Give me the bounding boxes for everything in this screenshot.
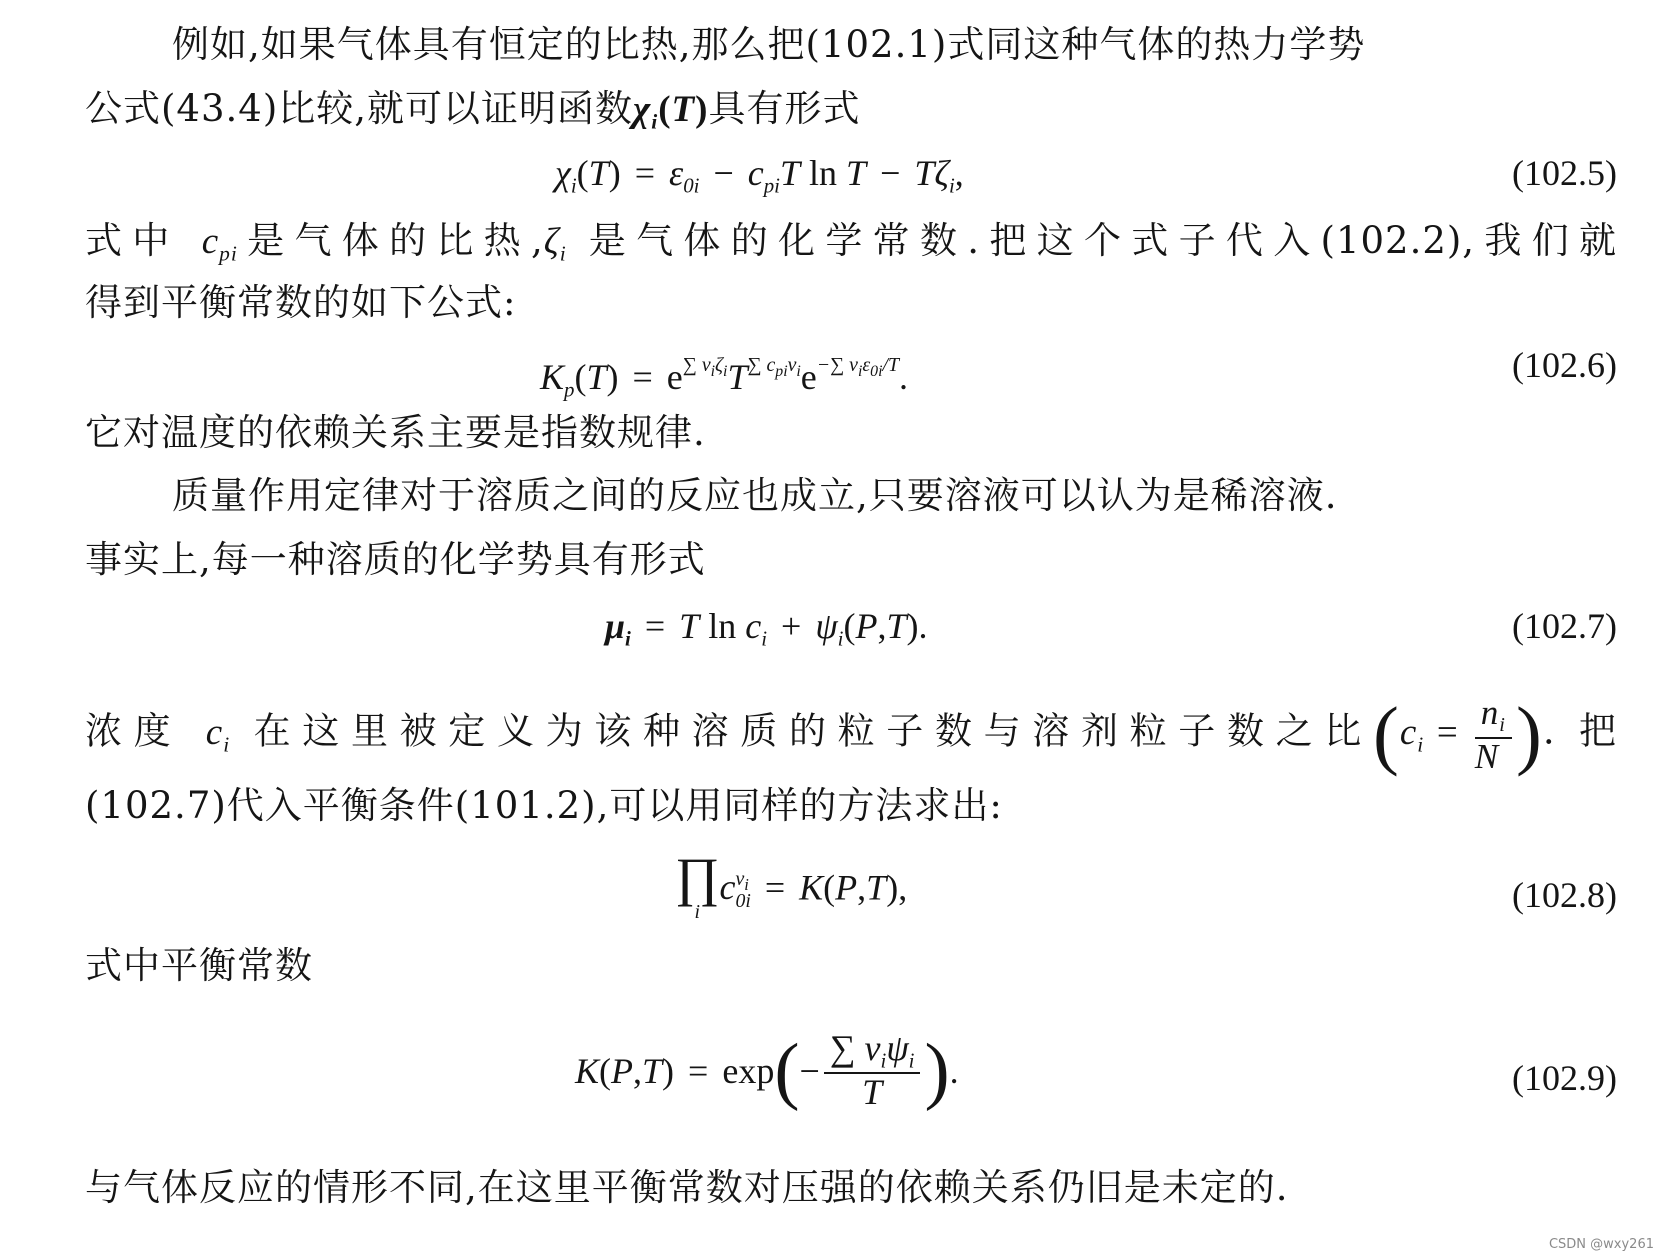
inline-zeta-i: $\zeta_i$ xyxy=(543,221,567,266)
inline-c-pi: $c_{pi}$ xyxy=(201,221,238,266)
paragraph-2-line-1 xyxy=(85,218,1617,277)
paragraph-2-line-1-text-b: 是气体的比热, xyxy=(237,219,544,262)
paragraph-4-line-1: 质量作用定律对于溶质之间的反应也成立,只要溶液可以认为是稀溶液. xyxy=(172,474,1338,517)
paragraph-1-line-2-text-b: 具有形式 xyxy=(708,87,861,130)
watermark: CSDN @wxy261 xyxy=(1548,1237,1654,1252)
paragraph-1-line-2 xyxy=(85,86,860,145)
paragraph-5-line-1-text-a: 浓度 xyxy=(85,709,183,753)
equation-102-7: $\mu_i = T$ $\ln c_i + \psi_i(P,T)$. xyxy=(605,606,928,651)
paragraph-2-line-1-text-c: 是气体的化学常数.把这个式子代入(102.2),我们就 xyxy=(588,219,1617,262)
paragraph-2-line-1-text-a: 式中 xyxy=(85,219,180,262)
equation-number-102-9: (102.9) xyxy=(1512,1058,1617,1098)
equation-102-9: K(P,T) = exp(− $\frac{\sum \nu_i\psi_i}{T}$ ). xyxy=(575,1028,959,1113)
equation-number-102-8: (102.8) xyxy=(1512,875,1617,915)
equation-number-102-7: (102.7) xyxy=(1512,606,1617,646)
paragraph-4-line-2: 事实上,每一种溶质的化学势具有形式 xyxy=(85,538,706,581)
equation-102-8: ∏ i c $\nu_i$ 0i = K(P,T), xyxy=(675,847,908,924)
equation-number-102-5: (102.5) xyxy=(1512,153,1617,193)
equation-102-5: $\chi_i(T) = \varepsilon_{0i} - c_{pi}T$ $\ln T - T\zeta_i$, xyxy=(555,153,964,198)
inline-fraction-ci-ni-over-N: ($c_i$ = $\frac{n_i}{N}$ ) xyxy=(1372,691,1543,778)
equation-102-6: $K_p(T) = e^{\sum \nu_i\zeta_i}T^{\sum c_{pi}\nu_i}e^{-\sum \nu_i\varepsilon_{0i}/T}$. xyxy=(540,354,908,402)
paragraph-1-line-2-text-a: 公式(43.4)比较,就可以证明函数 xyxy=(85,87,634,130)
paragraph-5-line-1-text-c: 把 xyxy=(1579,709,1618,753)
equation-number-102-6: (102.6) xyxy=(1512,345,1617,385)
paragraph-1-line-1: 例如,如果气体具有恒定的比热,那么把(102.1)式同这种气体的热力学势 xyxy=(172,23,1366,66)
paragraph-6-line-1: 式中平衡常数 xyxy=(85,944,313,987)
product-symbol: ∏ i xyxy=(675,847,720,924)
paragraph-2-line-2: 得到平衡常数的如下公式: xyxy=(85,281,517,324)
paragraph-5-line-2: (102.7)代入平衡条件(101.2),可以用同样的方法求出: xyxy=(85,784,1003,827)
paragraph-5-line-1-text-b: 在这里被定义为该种溶质的粒子数与溶剂粒子数之比 xyxy=(253,709,1373,753)
inline-chi-i-T: $\chi_i(T)$ xyxy=(633,89,709,134)
inline-c-i: $c_i$ xyxy=(205,711,231,757)
paragraph-5-line-1: 浓度 $c_i$ 在这里被定义为该种溶质的粒子数与溶剂粒子数之比($c_i$ = $\frac{n_i}{N}$ ). 把 xyxy=(85,691,1618,778)
paragraph-7-line-1: 与气体反应的情形不同,在这里平衡常数对压强的依赖关系仍旧是未定的. xyxy=(85,1166,1289,1209)
paragraph-3-line-1: 它对温度的依赖关系主要是指数规律. xyxy=(85,411,706,454)
